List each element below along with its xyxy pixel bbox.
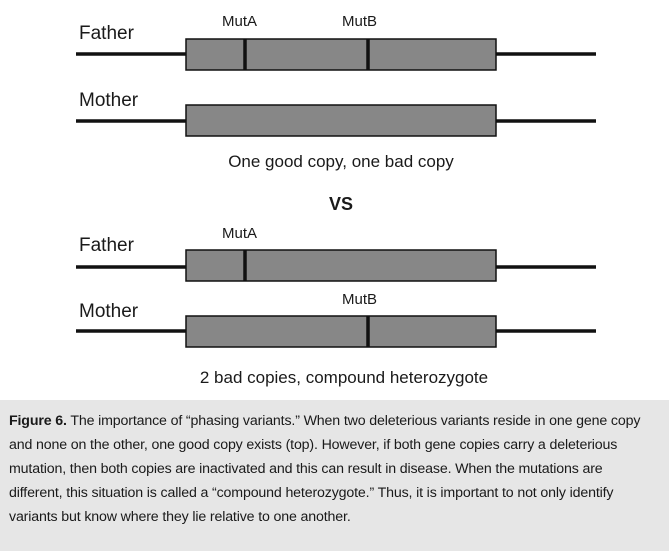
top-mutb-label: MutB bbox=[342, 13, 378, 30]
figure-caption-text: The importance of “phasing variants.” When two deleterious variants reside in one gene copy and none on the other, one good copy exists (top). However, if both gene copies carry a deleterious mutation, then both copies are inactivated and this can result in disease. When the mutations are different, this situation is called a “compound heterozygote.” Thus, it is important to not only identify variants but know where they lie relative to one another. bbox=[9, 413, 641, 525]
top-father-label: Father bbox=[79, 23, 134, 44]
bottom-father-strand bbox=[76, 250, 596, 281]
vs-separator: VS bbox=[328, 194, 354, 214]
top-mother-strand bbox=[76, 105, 596, 136]
gene-box bbox=[186, 39, 496, 70]
gene-box bbox=[186, 316, 496, 347]
bottom-mutb-label: MutB bbox=[342, 291, 378, 308]
bottom-mother-label: Mother bbox=[79, 301, 139, 322]
bottom-mother-strand bbox=[76, 316, 596, 347]
top-mother-label: Mother bbox=[79, 90, 139, 111]
top-muta-label: MutA bbox=[222, 13, 258, 30]
gene-box bbox=[186, 105, 496, 136]
top-father-strand bbox=[76, 39, 596, 70]
figure-caption bbox=[0, 400, 669, 551]
bottom-father-label: Father bbox=[79, 235, 134, 256]
bottom-muta-label: MutA bbox=[222, 225, 258, 242]
bottom-panel-caption: 2 bad copies, compound heterozygote bbox=[199, 368, 489, 387]
figure-label: Figure 6. bbox=[9, 413, 67, 429]
gene-box bbox=[186, 250, 496, 281]
top-panel-caption: One good copy, one bad copy bbox=[228, 152, 454, 171]
